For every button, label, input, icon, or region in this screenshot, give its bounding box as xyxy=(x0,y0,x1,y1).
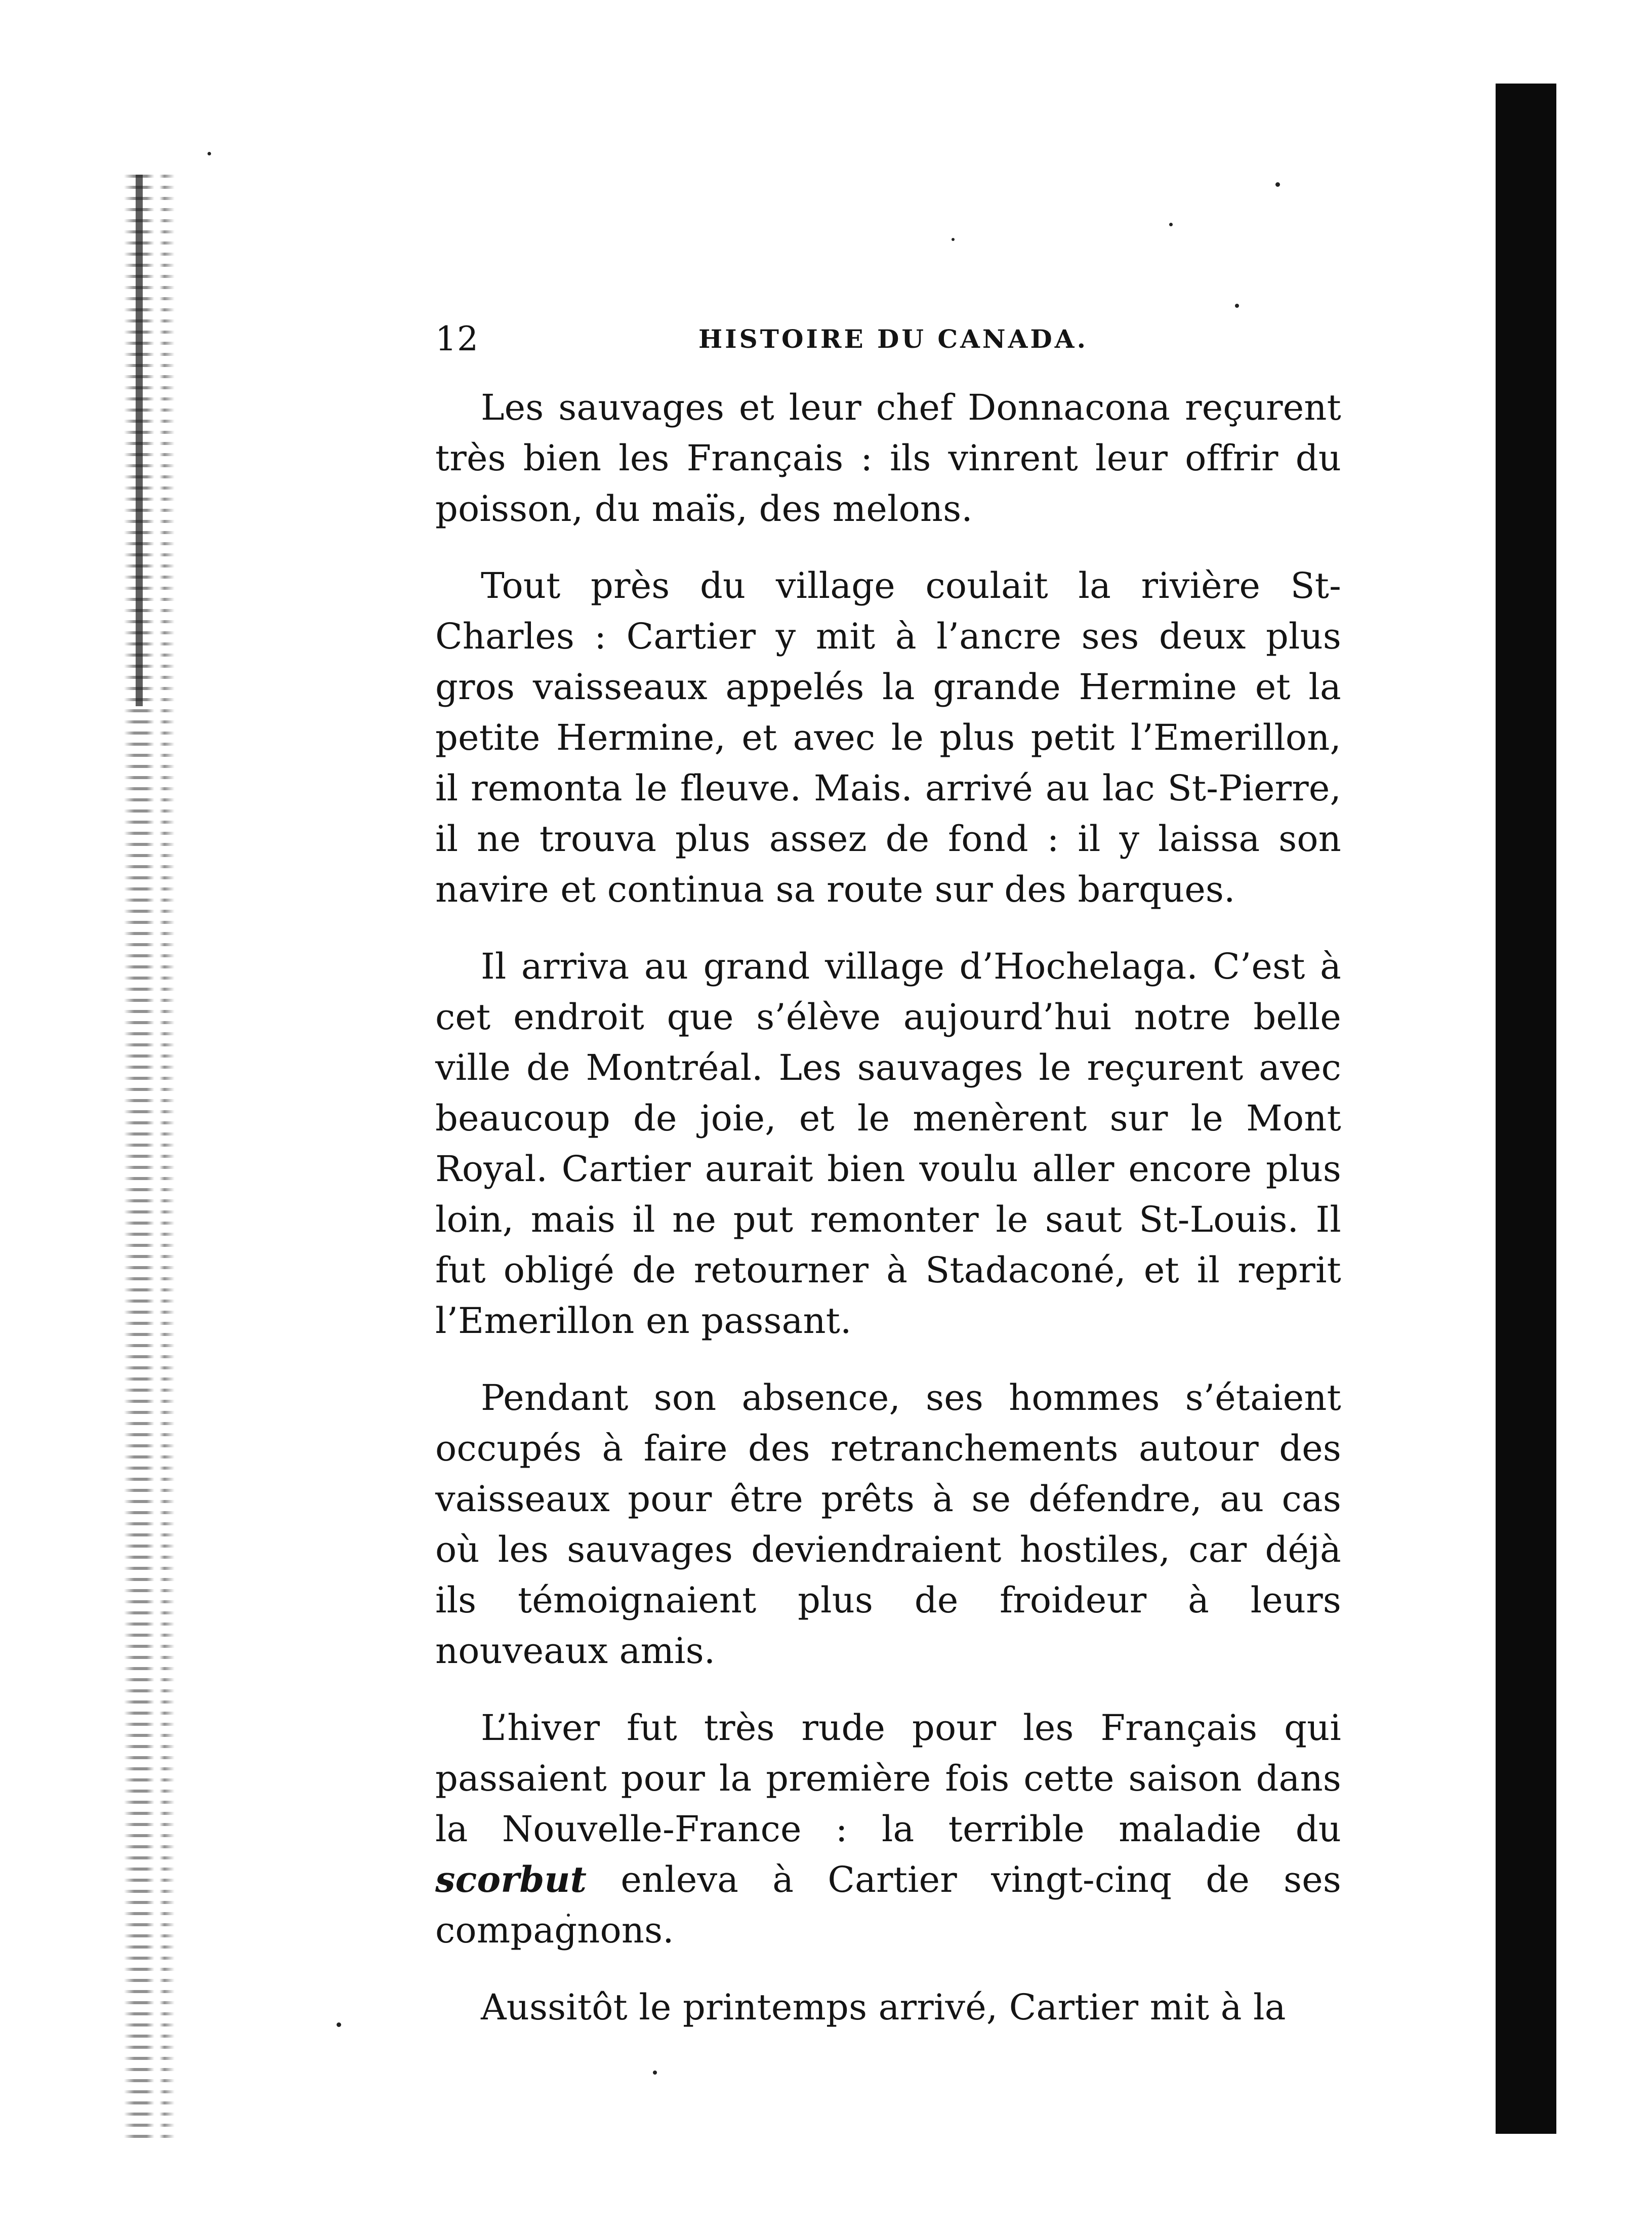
scan-speck xyxy=(653,2071,657,2075)
scan-speck xyxy=(1169,223,1173,226)
page-binding-edge xyxy=(124,175,175,2139)
body-text xyxy=(435,382,1341,2033)
running-title: HISTOIRE DU CANADA. xyxy=(698,324,1088,354)
paragraph: Il arriva au grand village d’Hochelaga. C’est à cet endroit que s’élève aujourd’hui notre belle ville de Montréal. Les sauvages le reçurent avec beaucoup de joie, et le menèrent sur le Mont Royal. Cartier aurait bien voulu aller encore plus loin, mais il ne put remonter le saut St-Louis. Il fut obligé de retourner à Stadaconé, et il reprit l’Emerillon en passant. xyxy=(435,946,1341,1342)
page-number: 12 xyxy=(435,319,479,358)
text-run: enleva à Cartier vingt-cinq de ses compagnons. xyxy=(435,1859,1341,1951)
paragraph xyxy=(435,1702,1341,1956)
paragraph: Les sauvages et leur chef Donnacona reçurent très bien les Français : ils vinrent leur offrir du poisson, du maïs, des melons. xyxy=(435,387,1341,530)
italic-term: scorbut xyxy=(435,1858,587,1900)
scan-speck xyxy=(337,2022,341,2027)
running-header xyxy=(435,316,1437,362)
binding-shadow xyxy=(136,175,143,706)
scan-edge-bar xyxy=(1496,84,1556,2134)
paragraph: Pendant son absence, ses hommes s’étaient occupés à faire des retranchements autour des vaisseaux pour être prêts à se défendre, au cas où les sauvages deviendraient hostiles, car déjà ils témoignaient plus de froideur à leurs nouveaux amis. xyxy=(435,1377,1341,1672)
scan-speck xyxy=(208,152,211,155)
scan-speck xyxy=(952,238,955,241)
scan-speck xyxy=(1275,182,1280,187)
scan-speck xyxy=(1235,304,1239,308)
paragraph: Tout près du village coulait la rivière St-Charles : Cartier y mit à l’ancre ses deux plus gros vaisseaux appelés la grande Hermine et la petite Hermine, et avec le plus petit l’Emerillon, il remonta le fleuve. Mais. arrivé au lac St-Pierre, il ne trouva plus assez de fond : il y laissa son navire et continua sa route sur des barques. xyxy=(435,565,1341,910)
text-run: L’hiver fut très rude pour les Français qui passaient pour la première fois cette saison dans la Nouvelle-France : la terrible maladie du xyxy=(435,1707,1341,1850)
paragraph: Aussitôt le printemps arrivé, Cartier mit à la xyxy=(481,1986,1286,2028)
